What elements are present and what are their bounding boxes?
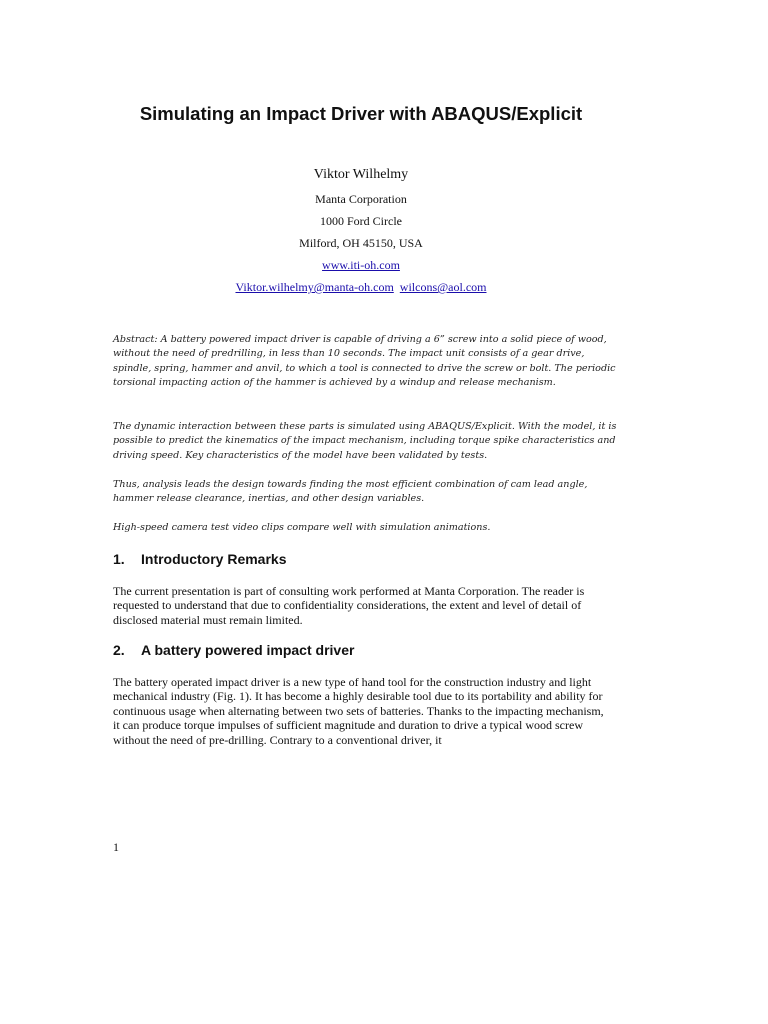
author-website-line	[0, 258, 722, 273]
paper-title: Simulating an Impact Driver with ABAQUS/Explicit	[139, 103, 583, 124]
page-number: 1	[113, 840, 119, 854]
author-organization: Manta Corporation	[315, 192, 407, 206]
section-number: 2.	[113, 642, 125, 658]
section-number: 1.	[113, 551, 125, 567]
author-street: 1000 Ford Circle	[320, 214, 402, 228]
abstract-paragraph: Abstract: A battery powered impact driver is capable of driving a 6” screw into a solid piece of wood, without the need of predrilling, in less than 10 seconds. The impact unit consists of a gear drive, spindle, spring, hammer and anvil, to which a tool is connected to drive the screw or bolt. The periodic torsional impacting action of the hammer is achieved by a windup and release mechanism.	[113, 334, 616, 389]
abstract-paragraph: The dynamic interaction between these parts is simulated using ABAQUS/Explicit. With the model, it is possible to predict the kinematics of the impact mechanism, including torque spike characteristics and driving speed. Key characteristics of the model have been validated by tests.	[113, 421, 617, 461]
abstract-paragraph: High-speed camera test video clips compare well with simulation animations.	[113, 522, 491, 533]
author-email-line	[0, 280, 722, 295]
section-body-text: The battery operated impact driver is a new type of hand tool for the construction industry and light mechanical industry (Fig. 1). It has become a highly desirable tool due to its portability and ability for continuous usage when alternating between two sets of batteries. Thanks to the impacting mechanism, it can produce torque impulses of sufficient magnitude and duration to drive a typical wood screw without the need of pre-drilling. Contrary to a conventional driver, it	[113, 675, 604, 747]
section-heading	[113, 551, 286, 567]
email-link-secondary[interactable]: wilcons@aol.com	[399, 280, 487, 294]
section-title: Introductory Remarks	[141, 551, 287, 567]
author-city: Milford, OH 45150, USA	[299, 236, 423, 250]
section-heading	[113, 642, 354, 658]
section-title: A battery powered impact driver	[141, 642, 355, 658]
email-link-primary[interactable]: Viktor.wilhelmy@manta-oh.com	[235, 280, 394, 294]
section-body-text: The current presentation is part of consulting work performed at Manta Corporation. The reader is requested to understand that due to confidentiality considerations, the extent and level of detail of disclosed material must remain limited.	[113, 584, 585, 627]
author-name: Viktor Wilhelmy	[313, 167, 409, 182]
abstract-paragraph: Thus, analysis leads the design towards finding the most efficient combination of cam lead angle, hammer release clearance, inertias, and other design variables.	[113, 479, 588, 505]
website-link[interactable]: www.iti-oh.com	[322, 258, 400, 272]
